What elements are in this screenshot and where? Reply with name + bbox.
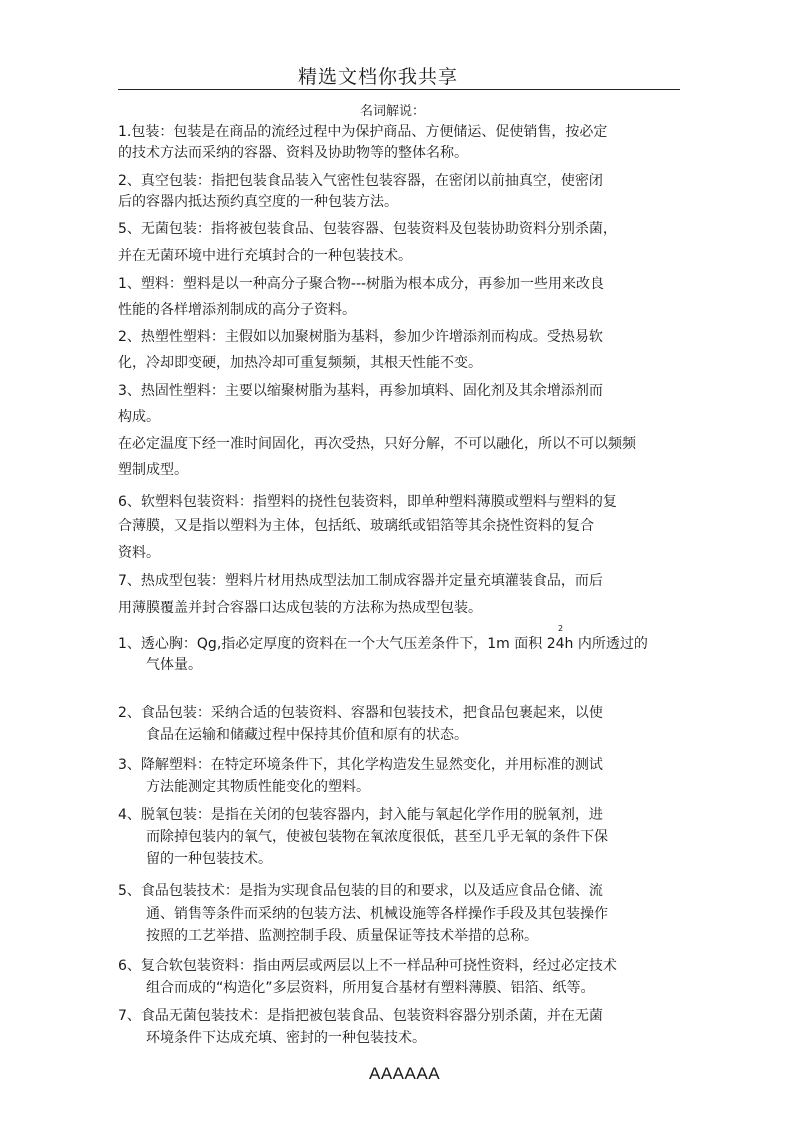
entry-line: 5、无菌包装：指将被包装食品、包装容器、包装资料及包装协助资料分别杀菌， — [118, 221, 617, 237]
entry-line: 性能的各样增添剂制成的高分子资料。 — [118, 302, 356, 318]
superscript-two: 2 — [558, 624, 564, 633]
page-header-title: 精选文档你我共享 — [298, 66, 459, 88]
entry-line: 5、食品包装技术：是指为实现食品包装的目的和要求，以及适应食品仓储、流 — [118, 883, 603, 899]
entry-line: 塑制成型。 — [118, 462, 188, 478]
entry-line: 用薄膜覆盖并封合容器口达成包装的方法称为热成型包装。 — [118, 600, 482, 616]
entry-line: 6、复合软包装资料：指由两层或两层以上不一样品种可挠性资料，经过必定技术 — [118, 958, 617, 974]
entry-line: 在必定温度下经一准时间固化，再次受热，只好分解，不可以融化，所以不可以频频 — [118, 436, 636, 452]
entry-line: 留的一种包装技术。 — [146, 851, 272, 867]
entry-line: 的技术方法而采纳的容器、资料及协助物等的整体名称。 — [118, 145, 468, 161]
entry-line: 合薄膜，又是指以塑料为主体，包括纸、玻璃纸或铝箔等其余挠性资料的复合 — [118, 518, 594, 534]
document-title: 名词解说： — [360, 104, 426, 119]
entry-line: 3、热固性塑料：主要以缩聚树脂为基料，再参加填料、固化剂及其余增添剂而 — [118, 383, 603, 399]
entry-line: 按照的工艺举措、监测控制手段、质量保证等技术举措的总称。 — [146, 928, 538, 944]
entry-line: 而除掉包装内的氧气，使被包装物在氧浓度很低，甚至几乎无氧的条件下保 — [146, 829, 608, 845]
entry-line: 化，冷却即变硬，加热冷却可重复频频，其根天性能不变。 — [118, 355, 482, 371]
entry-line: 气体量。 — [146, 657, 202, 673]
entry-line: 7、热成型包装：塑料片材用热成型法加工制成容器并定量充填灌装食品，而后 — [118, 573, 603, 589]
entry-line: 6、软塑料包装资料：指塑料的挠性包装资料，即单种塑料薄膜或塑料与塑料的复 — [118, 494, 617, 510]
entry-line: 1.包装：包装是在商品的流经过程中为保护商品、方便储运、促使销售，按必定 — [118, 124, 608, 140]
entry-line: 2、热塑性塑料：主假如以加聚树脂为基料，参加少许增添剂而构成。受热易软 — [118, 329, 603, 345]
entry-line: 2、真空包装：指把包装食品装入气密性包装容器，在密闭以前抽真空，使密闭 — [118, 173, 603, 189]
entry-line: 3、降解塑料：在特定环境条件下，其化学构造发生显然变化，并用标准的测试 — [118, 757, 603, 773]
entry-line: 并在无菌环境中进行充填封合的一种包装技术。 — [118, 248, 412, 264]
entry-line: 环境条件下达成充填、密封的一种包装技术。 — [146, 1030, 426, 1046]
page-footer: AAAAAA — [369, 1064, 441, 1083]
entry-line: 构成。 — [118, 409, 160, 425]
entry-line: 1、透心胸：Qg,指必定厚度的资料在一个大气压差条件下，1m 面积 24h 内所透过的 — [118, 636, 648, 652]
entry-line: 食品在运输和储藏过程中保持其价值和原有的状态。 — [146, 727, 468, 743]
header-divider — [118, 89, 680, 90]
entry-line: 2、食品包装：采纳合适的包装资料、容器和包装技术，把食品包裹起来，以使 — [118, 705, 603, 721]
entry-line: 4、脱氧包装：是指在关闭的包装容器内，封入能与氧起化学作用的脱氧剂，进 — [118, 807, 603, 823]
entry-line: 通、销售等条件而采纳的包装方法、机械设施等各样操作手段及其包装操作 — [146, 906, 608, 922]
entry-line: 1、塑料：塑料是以一种高分子聚合物---树脂为根本成分，再参加一些用来改良 — [118, 276, 605, 292]
entry-line: 7、食品无菌包装技术：是指把被包装食品、包装资料容器分别杀菌，并在无菌 — [118, 1008, 603, 1024]
entry-line: 组合而成的“构造化”多层资料，所用复合基材有塑料薄膜、铝箔、纸等。 — [146, 980, 595, 996]
entry-line: 后的容器内抵达预约真空度的一种包装方法。 — [118, 194, 398, 210]
entry-line: 资料。 — [118, 545, 160, 561]
entry-line: 方法能测定其物质性能变化的塑料。 — [146, 779, 370, 795]
